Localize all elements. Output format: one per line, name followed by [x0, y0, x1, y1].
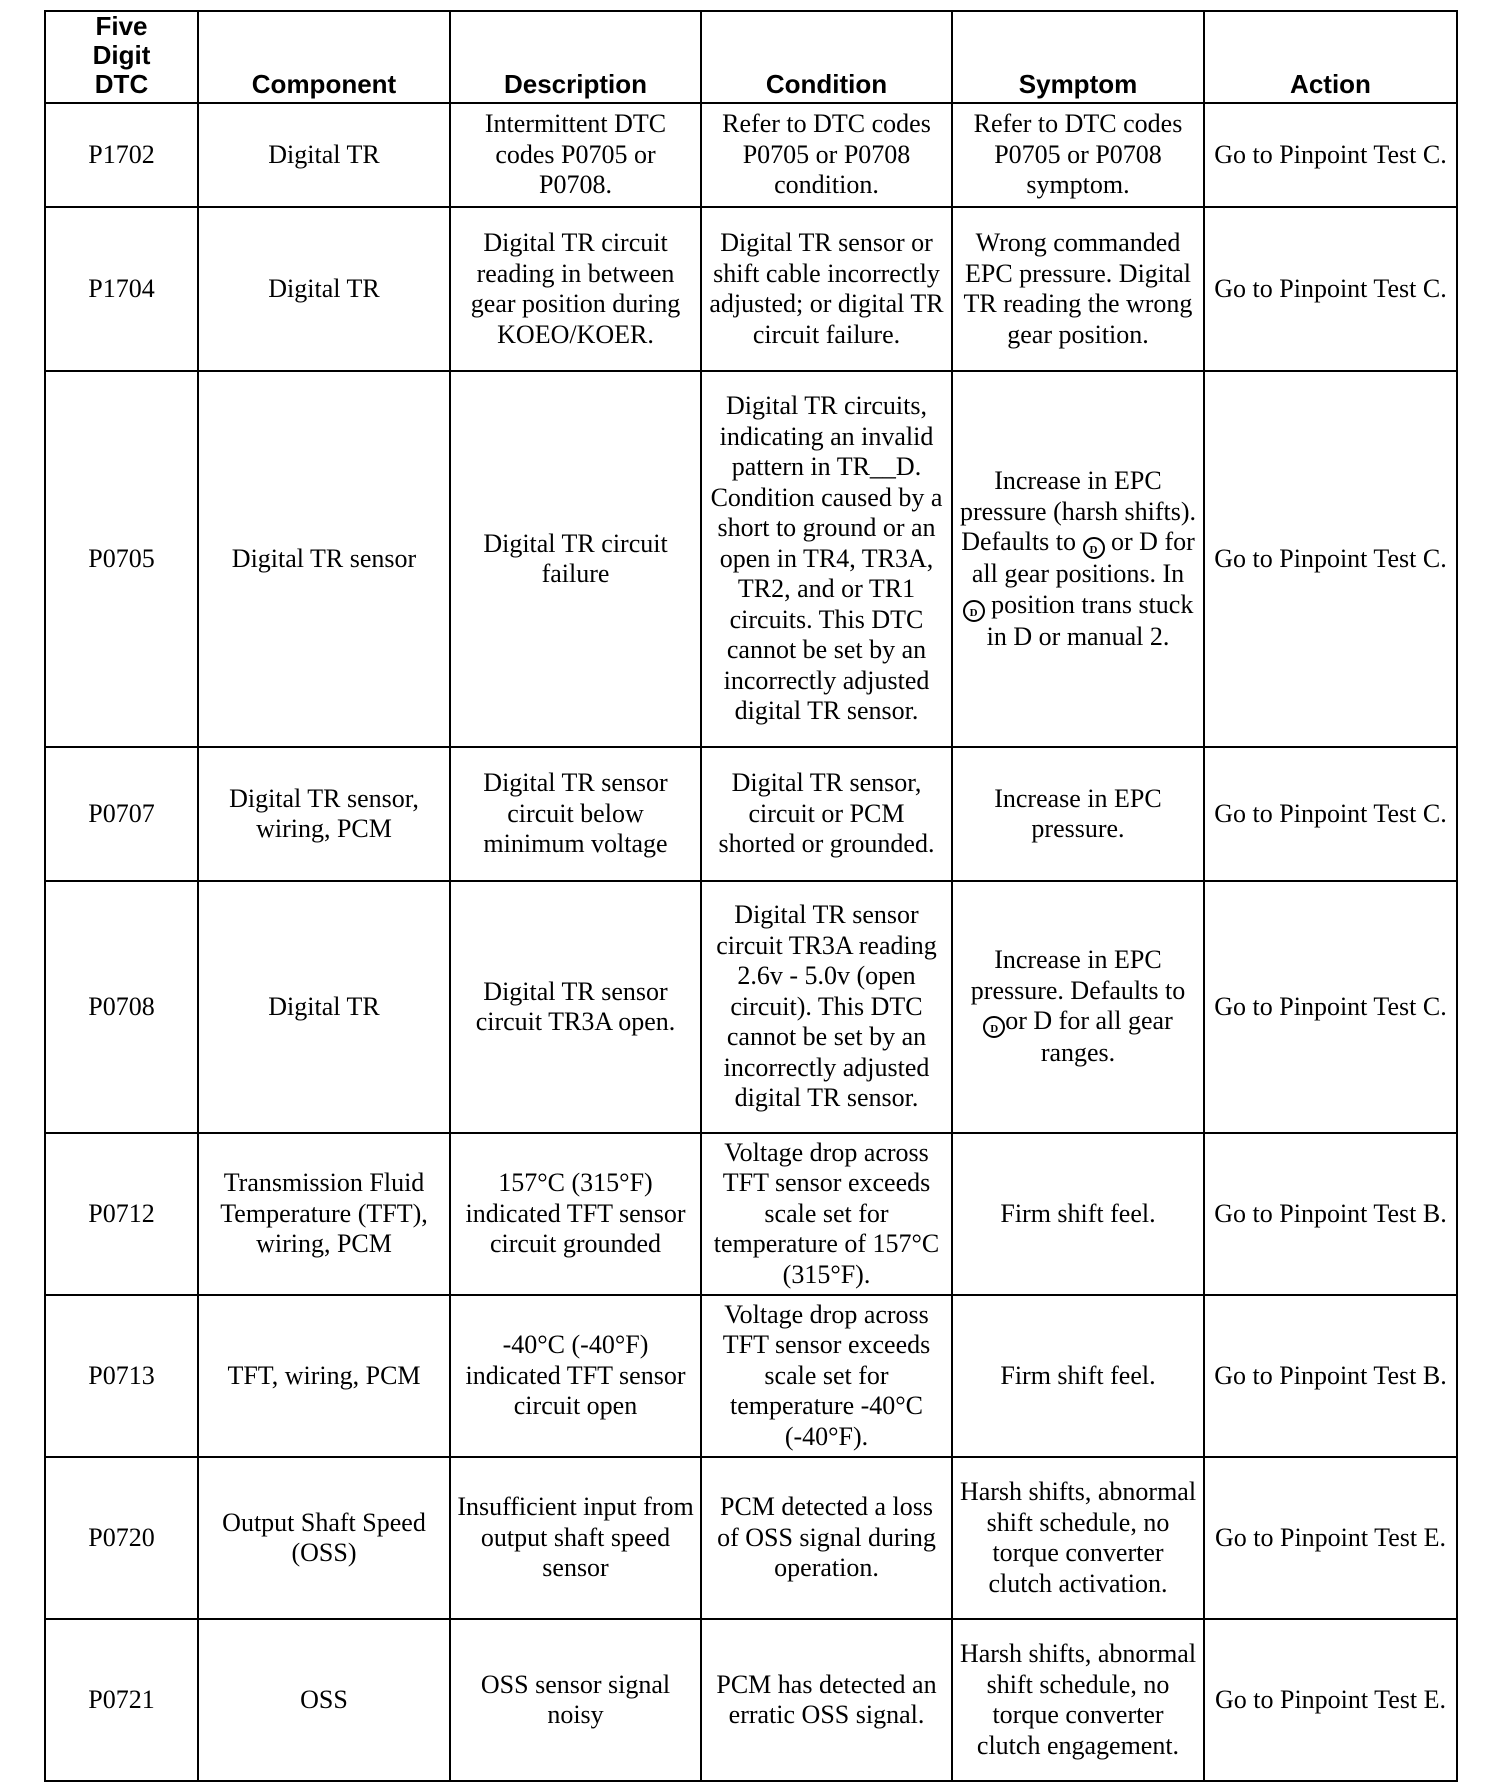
cell-condition: Digital TR circuits, indicating an invalid pattern in TR__D. Condition caused by a short to ground or an open in TR4, TR3A, TR2, and or TR1 circuits. This DTC cannot be set by an incorrectly adjusted digital TR sensor.	[701, 371, 952, 747]
cell-symptom: Harsh shifts, abnormal shift schedule, no torque converter clutch activation.	[952, 1457, 1204, 1619]
cell-description: Digital TR circuit failure	[450, 371, 701, 747]
table-row	[45, 881, 1457, 1133]
cell-description: 157°C (315°F) indicated TFT sensor circuit grounded	[450, 1133, 701, 1295]
cell-description: Insufficient input from output shaft speed sensor	[450, 1457, 701, 1619]
cell-action: Go to Pinpoint Test C.	[1204, 103, 1457, 207]
cell-dtc: P0705	[45, 371, 198, 747]
cell-dtc: P0720	[45, 1457, 198, 1619]
cell-component: TFT, wiring, PCM	[198, 1295, 450, 1457]
table-row	[45, 747, 1457, 881]
table-row	[45, 103, 1457, 207]
cell-description: -40°C (-40°F) indicated TFT sensor circuit open	[450, 1295, 701, 1457]
cell-symptom: Refer to DTC codes P0705 or P0708 symptom.	[952, 103, 1204, 207]
cell-description: Digital TR sensor circuit below minimum voltage	[450, 747, 701, 881]
overdrive-symbol-icon: D	[1083, 537, 1105, 559]
overdrive-symbol-icon: D	[983, 1016, 1005, 1038]
cell-action: Go to Pinpoint Test B.	[1204, 1133, 1457, 1295]
table-row	[45, 1457, 1457, 1619]
cell-dtc: P0707	[45, 747, 198, 881]
cell-condition: Digital TR sensor, circuit or PCM shorted or grounded.	[701, 747, 952, 881]
overdrive-symbol-icon: D	[963, 600, 985, 622]
cell-component: OSS	[198, 1619, 450, 1781]
cell-component: Transmission Fluid Temperature (TFT), wiring, PCM	[198, 1133, 450, 1295]
cell-symptom: Firm shift feel.	[952, 1133, 1204, 1295]
cell-description: Digital TR sensor circuit TR3A open.	[450, 881, 701, 1133]
symptom-text: or D for all gear positions. In	[971, 527, 1195, 588]
table-row	[45, 207, 1457, 371]
cell-action: Go to Pinpoint Test C.	[1204, 747, 1457, 881]
cell-symptom	[952, 881, 1204, 1133]
symptom-text: position trans stuck in D or manual 2.	[984, 589, 1194, 651]
cell-dtc: P1704	[45, 207, 198, 371]
cell-dtc: P1702	[45, 103, 198, 207]
cell-component: Digital TR	[198, 103, 450, 207]
cell-component: Output Shaft Speed (OSS)	[198, 1457, 450, 1619]
cell-description: OSS sensor signal noisy	[450, 1619, 701, 1781]
cell-description: Intermittent DTC codes P0705 or P0708.	[450, 103, 701, 207]
cell-symptom: Firm shift feel.	[952, 1295, 1204, 1457]
cell-action: Go to Pinpoint Test C.	[1204, 881, 1457, 1133]
cell-action: Go to Pinpoint Test C.	[1204, 371, 1457, 747]
dtc-table	[44, 10, 1458, 1782]
cell-action: Go to Pinpoint Test C.	[1204, 207, 1457, 371]
cell-symptom	[952, 371, 1204, 747]
header-symptom: Symptom	[952, 11, 1204, 103]
cell-action: Go to Pinpoint Test E.	[1204, 1457, 1457, 1619]
symptom-text: Increase in EPC pressure. Defaults to	[970, 945, 1186, 1005]
table-row	[45, 1295, 1457, 1457]
table-row	[45, 1133, 1457, 1295]
cell-description: Digital TR circuit reading in between gear position during KOEO/KOER.	[450, 207, 701, 371]
table-row	[45, 371, 1457, 747]
cell-condition: Voltage drop across TFT sensor exceeds scale set for temperature -40°C (-40°F).	[701, 1295, 952, 1457]
cell-condition: PCM has detected an erratic OSS signal.	[701, 1619, 952, 1781]
cell-component: Digital TR sensor, wiring, PCM	[198, 747, 450, 881]
cell-dtc: P0712	[45, 1133, 198, 1295]
cell-component: Digital TR sensor	[198, 371, 450, 747]
cell-condition: Digital TR sensor or shift cable incorrectly adjusted; or digital TR circuit failure.	[701, 207, 952, 371]
cell-symptom: Increase in EPC pressure.	[952, 747, 1204, 881]
header-description: Description	[450, 11, 701, 103]
symptom-text: Increase in EPC pressure (harsh shifts). Defaults to	[959, 466, 1197, 556]
cell-dtc: P0708	[45, 881, 198, 1133]
cell-action: Go to Pinpoint Test E.	[1204, 1619, 1457, 1781]
cell-condition: PCM detected a loss of OSS signal during operation.	[701, 1457, 952, 1619]
cell-dtc: P0721	[45, 1619, 198, 1781]
symptom-text: or D for all gear ranges.	[1005, 1006, 1173, 1068]
cell-component: Digital TR	[198, 207, 450, 371]
header-component: Component	[198, 11, 450, 103]
cell-action: Go to Pinpoint Test B.	[1204, 1295, 1457, 1457]
cell-condition: Voltage drop across TFT sensor exceeds scale set for temperature of 157°C (315°F).	[701, 1133, 952, 1295]
header-dtc: Five Digit DTC	[45, 11, 198, 103]
header-row	[45, 11, 1457, 103]
cell-condition: Refer to DTC codes P0705 or P0708 condition.	[701, 103, 952, 207]
header-action: Action	[1204, 11, 1457, 103]
cell-component: Digital TR	[198, 881, 450, 1133]
cell-condition: Digital TR sensor circuit TR3A reading 2.6v - 5.0v (open circuit). This DTC cannot be set by an incorrectly adjusted digital TR sensor.	[701, 881, 952, 1133]
table-row	[45, 1619, 1457, 1781]
cell-dtc: P0713	[45, 1295, 198, 1457]
cell-symptom: Wrong commanded EPC pressure. Digital TR reading the wrong gear position.	[952, 207, 1204, 371]
cell-symptom: Harsh shifts, abnormal shift schedule, no torque converter clutch engagement.	[952, 1619, 1204, 1781]
header-condition: Condition	[701, 11, 952, 103]
